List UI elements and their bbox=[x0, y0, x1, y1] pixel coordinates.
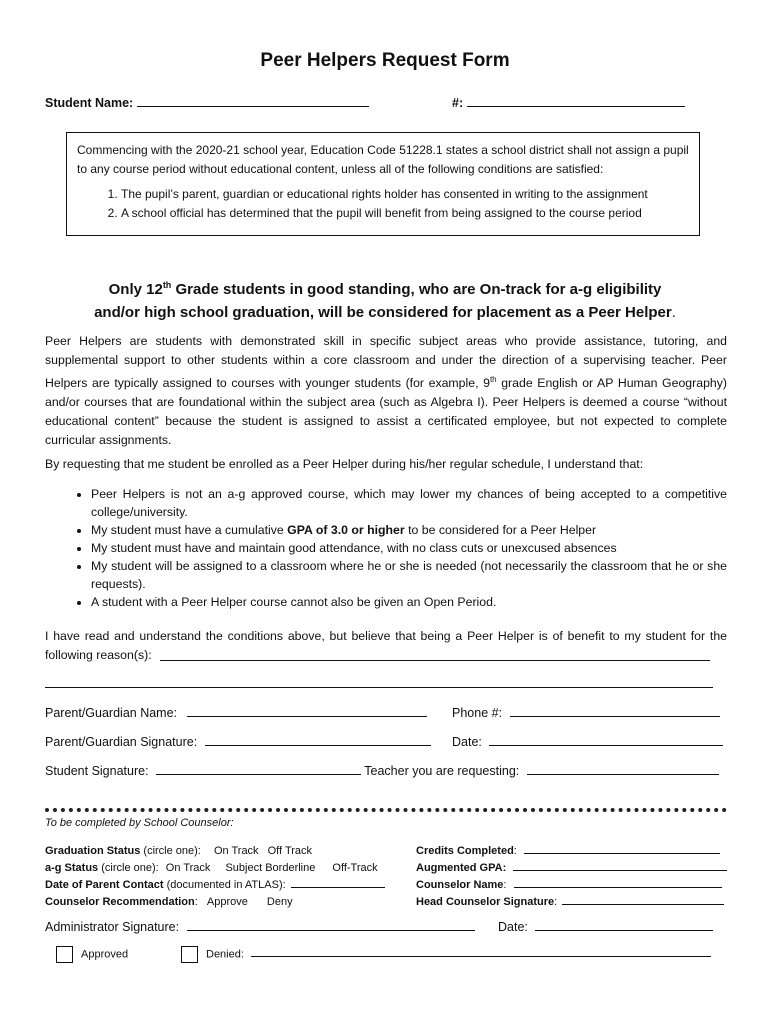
parent-signature-field[interactable] bbox=[205, 745, 431, 746]
parent-name-row bbox=[45, 706, 427, 720]
head-signature-label: Head Counselor Signature bbox=[416, 896, 555, 908]
student-signature-label: Student Signature: bbox=[45, 764, 149, 778]
credits-label: Credits Completed bbox=[416, 845, 514, 857]
head-signature-row bbox=[416, 894, 727, 911]
phone-row bbox=[452, 706, 720, 720]
counselor-name-field[interactable] bbox=[514, 887, 722, 888]
approve-option[interactable]: Approve bbox=[206, 896, 248, 908]
parent-contact-row bbox=[45, 877, 385, 894]
admin-signature-label: Administrator Signature: bbox=[45, 920, 180, 934]
recommendation-row bbox=[45, 894, 385, 911]
gpa-requirement: GPA of 3.0 or higher bbox=[287, 523, 405, 537]
conditions-list bbox=[45, 485, 727, 611]
grad-status-row bbox=[45, 843, 385, 860]
description-sup: th bbox=[489, 375, 497, 384]
description-text: Peer Helpers are students with demonstrated skill in specific subject areas who provide assistance, tutoring, and supplemental support to other students within a core classroom and under the direction of a supervising teacher. Peer Helpers are typically assigned to courses with younger students (for example, 9 bbox=[45, 334, 727, 391]
ag-off-track-option[interactable]: Off-Track bbox=[332, 862, 378, 874]
ag-on-track-option[interactable]: On Track bbox=[165, 862, 211, 874]
condition-item: • A student with a Peer Helper course cannot also be given an Open Period. bbox=[91, 593, 727, 611]
denied-row bbox=[181, 946, 711, 963]
page-title: Peer Helpers Request Form bbox=[260, 50, 510, 71]
denied-checkbox[interactable] bbox=[181, 946, 198, 963]
gpa-label: Augmented GPA: bbox=[416, 862, 507, 874]
box-intro: Commencing with the 2020-21 school year, Education Code 51228.1 states a school district shall not assign a pupil to any course period without educational content, unless all of the following conditions are satisfied: bbox=[77, 143, 689, 176]
condition-item: • Peer Helpers is not an a-g approved course, which may lower my chances of being accepted to a competitive college/university. bbox=[91, 485, 727, 521]
headline-text: Grade students in good standing, who are On-track for a-g eligibility bbox=[171, 281, 662, 298]
phone-field[interactable] bbox=[510, 716, 720, 717]
approved-label: Approved bbox=[81, 948, 129, 961]
approved-checkbox[interactable] bbox=[56, 946, 73, 963]
education-code-box bbox=[66, 132, 700, 236]
admin-signature-row bbox=[45, 920, 475, 934]
headline-period: . bbox=[671, 304, 676, 321]
student-signature-field[interactable] bbox=[156, 774, 361, 775]
teacher-field[interactable] bbox=[527, 774, 719, 775]
condition-item: • My student will be assigned to a classroom where he or she is needed (not necessarily the classroom that he or she requests). bbox=[91, 557, 727, 593]
counselor-name-row bbox=[416, 877, 727, 894]
parent-signature-label: Parent/Guardian Signature: bbox=[45, 735, 198, 749]
understanding-intro: By requesting that me student be enrolled as a Peer Helper during his/her regular schedule, I understand that: bbox=[45, 457, 644, 471]
condition-text: My student must have a cumulative bbox=[91, 523, 288, 537]
admin-date-field[interactable] bbox=[535, 930, 713, 931]
reason-line-1[interactable] bbox=[160, 660, 710, 661]
deny-option[interactable]: Deny bbox=[266, 896, 293, 908]
condition-item: • My student must have and maintain good attendance, with no class cuts or unexcused absences bbox=[91, 539, 727, 557]
description-text: grade English or AP Human Geography) and/or courses that are foundational within the subject area (such as Algebra I). Peer Helpers is deemed a course “without educational content” because the student is assigned to assist a certificated employee, but not expected to complete curricular assignments. bbox=[45, 376, 727, 448]
grad-off-track-option[interactable]: Off Track bbox=[267, 845, 313, 857]
grad-on-track-option[interactable]: On Track bbox=[213, 845, 259, 857]
parent-contact-label: Date of Parent Contact bbox=[45, 879, 164, 891]
parent-signature-row bbox=[45, 735, 431, 749]
parent-date-row bbox=[452, 735, 723, 749]
parent-contact-field[interactable] bbox=[291, 887, 385, 888]
student-number-label: #: bbox=[452, 96, 464, 110]
ag-status-label: a-g Status bbox=[45, 862, 99, 874]
credits-field[interactable] bbox=[524, 853, 720, 854]
counselor-name-label: Counselor Name bbox=[416, 879, 504, 891]
teacher-label: Teacher you are requesting: bbox=[364, 764, 520, 778]
condition-text: to be considered for a Peer Helper bbox=[404, 523, 597, 537]
counselor-name-colon: : bbox=[503, 879, 507, 891]
student-name-row bbox=[45, 94, 369, 113]
parent-contact-note: (documented in ATLAS): bbox=[163, 879, 286, 891]
section-divider bbox=[45, 808, 727, 812]
approved-row bbox=[56, 946, 128, 963]
recommendation-colon: : bbox=[194, 896, 198, 908]
ag-status-hint: (circle one): bbox=[98, 862, 159, 874]
student-name-label: Student Name: bbox=[45, 96, 134, 110]
head-signature-colon: : bbox=[554, 896, 558, 908]
counselor-right-column bbox=[416, 843, 727, 911]
parent-date-field[interactable] bbox=[489, 745, 723, 746]
parent-name-label: Parent/Guardian Name: bbox=[45, 706, 178, 720]
box-item: 2. A school official has determined that the pupil will benefit from being assigned to the course period bbox=[121, 204, 689, 223]
box-item: 1. The pupil’s parent, guardian or educational rights holder has consented in writing to the assignment bbox=[121, 185, 689, 204]
gpa-row bbox=[416, 860, 727, 877]
eligibility-headline bbox=[0, 274, 770, 324]
counselor-heading: To be completed by School Counselor: bbox=[45, 817, 234, 829]
credits-row bbox=[416, 843, 727, 860]
counselor-left-column bbox=[45, 843, 385, 911]
student-signature-row bbox=[45, 764, 719, 778]
parent-date-label: Date: bbox=[452, 735, 482, 749]
admin-signature-field[interactable] bbox=[187, 930, 475, 931]
peer-helper-description bbox=[45, 332, 727, 450]
phone-label: Phone #: bbox=[452, 706, 503, 720]
reason-text: I have read and understand the conditions above, but believe that being a Peer Helper is of benefit to my student for the following reason(s): bbox=[45, 629, 727, 662]
headline-sup: th bbox=[162, 280, 172, 290]
condition-item bbox=[91, 521, 727, 539]
headline-text: Only 12 bbox=[108, 281, 163, 298]
admin-date-row bbox=[498, 920, 713, 934]
student-name-field[interactable] bbox=[137, 106, 369, 107]
denied-reason-field[interactable] bbox=[251, 956, 711, 957]
grad-status-label: Graduation Status bbox=[45, 845, 141, 857]
admin-date-label: Date: bbox=[498, 920, 528, 934]
grad-status-hint: (circle one): bbox=[140, 845, 201, 857]
ag-status-row bbox=[45, 860, 385, 877]
gpa-field[interactable] bbox=[513, 870, 727, 871]
head-signature-field[interactable] bbox=[562, 904, 724, 905]
student-number-field[interactable] bbox=[467, 106, 685, 107]
recommendation-label: Counselor Recommendation bbox=[45, 896, 195, 908]
student-number-row bbox=[452, 94, 685, 113]
ag-borderline-option[interactable]: Subject Borderline bbox=[225, 862, 316, 874]
reason-line-2[interactable] bbox=[45, 687, 713, 688]
headline-text: and/or high school graduation, will be considered for placement as a Peer Helper bbox=[94, 304, 672, 321]
credits-colon: : bbox=[513, 845, 517, 857]
denied-label: Denied: bbox=[206, 948, 244, 961]
parent-name-field[interactable] bbox=[187, 716, 427, 717]
